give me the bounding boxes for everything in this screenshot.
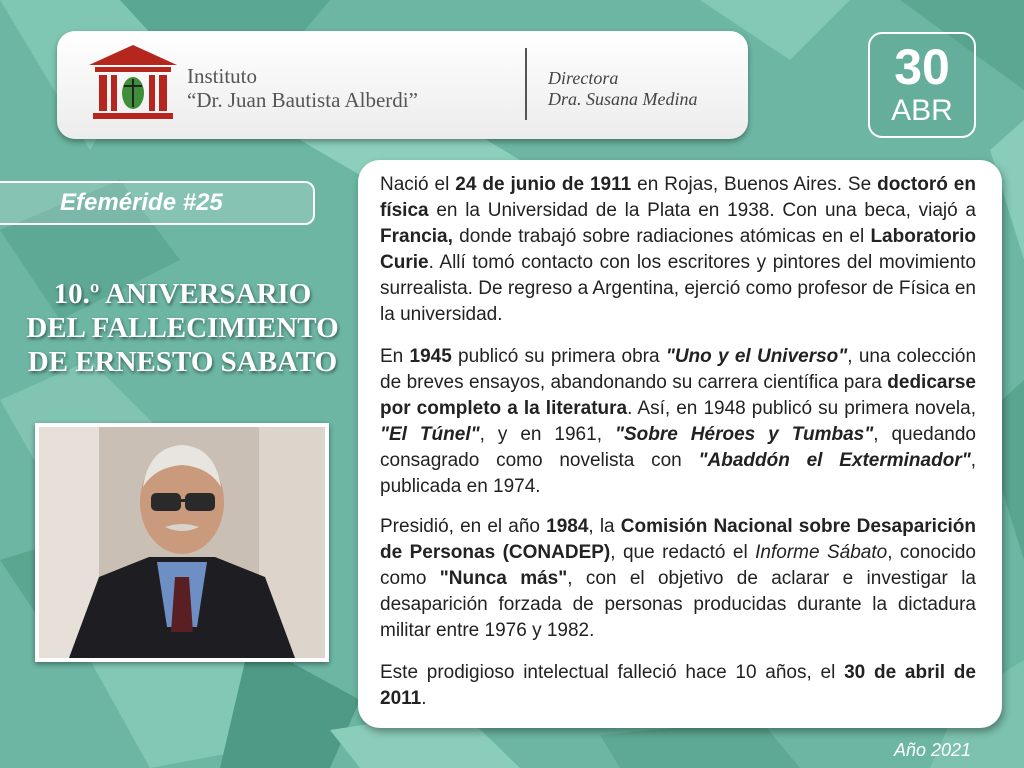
text-segment: . Allí tomó contacto con los escritores y pintores del movimiento surrealista. De regreso a Argentina, ejerció como profesor de Física en la universidad. <box>380 252 976 325</box>
biography-paragraph <box>380 660 976 712</box>
text-segment: . Así, en 1948 publicó su primera novela, <box>627 398 976 419</box>
text-segment: donde trabajó sobre radiaciones atómicas en el <box>452 226 871 247</box>
efemeride-label: Efeméride #25 <box>0 181 315 225</box>
text-segment: , con el objetivo de aclarar e investigar la desaparición forzada de personas producidas durante la dictadura militar entre 1976 y 1982. <box>380 568 976 641</box>
header-divider <box>525 48 527 120</box>
text-segment: , quedando consagrado como novelista con <box>380 424 977 471</box>
institution-header <box>57 31 748 139</box>
text-segment: publicó su primera obra <box>451 346 666 367</box>
text-segment: "Uno y el Universo" <box>665 346 848 367</box>
director-name: Dra. Susana Medina <box>548 89 698 109</box>
text-segment: en Rojas, Buenos Aires. Se <box>631 174 878 195</box>
text-segment: Informe Sábato <box>755 542 888 563</box>
text-segment: "El Túnel" <box>380 424 480 445</box>
portrait-photo <box>39 427 325 658</box>
anniversary-title <box>10 277 355 379</box>
text-segment: , y en 1961, <box>479 424 615 445</box>
biography-paragraph <box>380 344 976 500</box>
institution-logo <box>85 43 181 123</box>
text-segment: 1984 <box>546 516 589 537</box>
institution-name-line1: Instituto <box>187 64 258 88</box>
date-month: ABR <box>891 94 953 127</box>
date-day: 30 <box>894 39 950 95</box>
text-segment: . <box>421 688 427 709</box>
institution-name-line2: “Dr. Juan Bautista Alberdi” <box>187 88 418 112</box>
text-segment: "Nunca más" <box>439 568 568 589</box>
text-segment: En <box>380 346 410 367</box>
biography-paragraph <box>380 172 976 328</box>
text-segment: Laboratorio Curie <box>380 226 976 273</box>
text-segment: Presidió, en el año <box>380 516 547 537</box>
text-segment: en la Universidad de la Plata en 1938. Con una beca, viajó a <box>428 200 976 221</box>
anniversary-line: DE ERNESTO SABATO <box>27 346 338 378</box>
text-segment: 1945 <box>409 346 452 367</box>
anniversary-line: DEL FALLECIMIENTO <box>26 312 339 344</box>
text-segment: , conocido como <box>380 542 976 589</box>
text-segment: doctoró en física <box>380 174 976 221</box>
text-segment: dedicarse por completo a la literatura <box>380 372 976 419</box>
text-segment: , publicada en 1974. <box>380 450 976 497</box>
date-badge <box>868 32 976 138</box>
year-label: Año 2021 <box>894 740 972 760</box>
text-segment: Comisión Nacional sobre Desaparición de Personas (CONADEP) <box>380 516 977 563</box>
text-segment: , una colección de breves ensayos, abandonando su carrera científica para <box>380 346 977 393</box>
director-title: Directora <box>548 68 619 88</box>
biography-paragraph <box>380 514 976 644</box>
text-segment: "Sobre Héroes y Tumbas" <box>614 424 874 445</box>
text-segment: , que redactó el <box>610 542 756 563</box>
text-segment: Este prodigioso intelectual falleció hace 10 años, el <box>380 662 845 683</box>
biography-card <box>358 160 1002 728</box>
text-segment: Francia, <box>380 226 453 247</box>
text-segment: Nació el <box>380 174 456 195</box>
text-segment: 24 de junio de 1911 <box>455 174 632 195</box>
anniversary-line: 10.º ANIVERSARIO <box>53 278 312 310</box>
text-segment: 30 de abril de 2011 <box>380 662 976 709</box>
text-segment: , la <box>588 516 621 537</box>
portrait-frame <box>35 423 329 662</box>
text-segment: "Abaddón el Exterminador" <box>698 450 971 471</box>
